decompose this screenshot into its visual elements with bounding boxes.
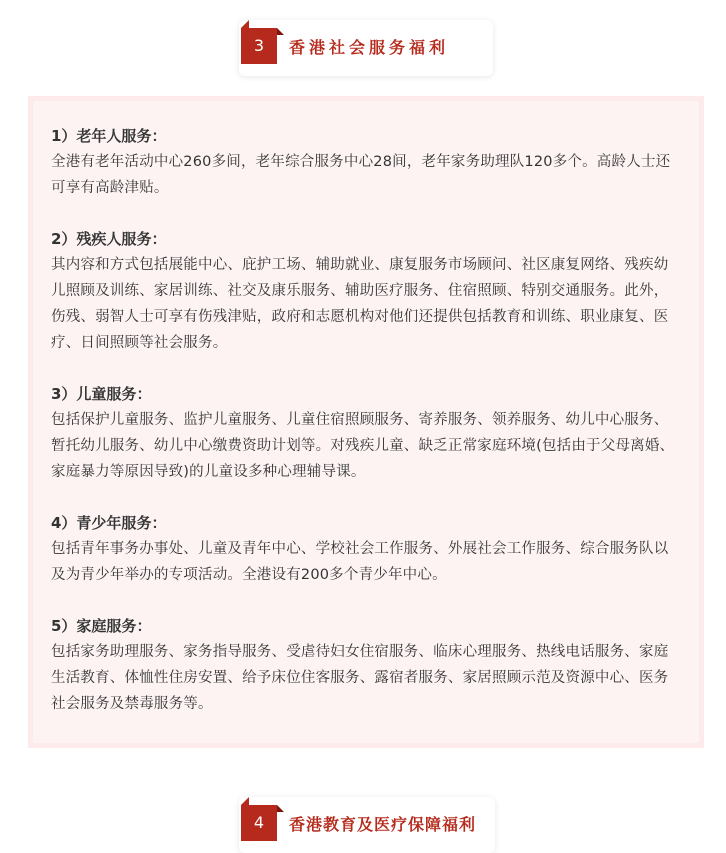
section-number-badge: 4 — [241, 805, 277, 841]
block-text: 包括保护儿童服务、监护儿童服务、儿童住宿照顾服务、寄养服务、领养服务、幼儿中心服务、暂托幼儿服务、幼儿中心缴费资助计划等。对残疾儿童、缺乏正常家庭环境(包括由于父母离婚、家庭暴力等原因导致)的儿童设多种心理辅导课。 — [51, 412, 675, 480]
block-text: 包括青年事务办事处、儿童及青年中心、学校社会工作服务、外展社会工作服务、综合服务队以及为青少年举办的专项活动。全港设有200多个青少年中心。 — [51, 541, 669, 583]
section-title: 香港教育及医疗保障福利 — [289, 815, 477, 834]
section-header-4 — [239, 797, 495, 853]
content-box — [28, 96, 704, 748]
block-title: 3）儿童服务： — [51, 385, 152, 403]
block-title: 1）老年人服务： — [51, 127, 167, 145]
section-title: 香港社会服务福利 — [289, 38, 450, 57]
block-text: 其内容和方式包括展能中心、庇护工场、辅助就业、康复服务市场顾问、社区康复网络、残疾幼儿照顾及训练、家居训练、社交及康乐服务、辅助医疗服务、住宿照顾、特别交通服务。此外，伤残、弱智人士可享有伤残津贴，政府和志愿机构对他们还提供包括教育和训练、职业康复、医疗、日间照顾等社会服务。 — [51, 257, 669, 351]
section-block-elderly — [51, 123, 681, 201]
section-block-youth — [51, 510, 681, 588]
section-block-children — [51, 381, 681, 485]
block-title: 4）青少年服务： — [51, 514, 167, 532]
section-block-disabled — [51, 226, 681, 356]
block-text: 包括家务助理服务、家务指导服务、受虐待妇女住宿服务、临床心理服务、热线电话服务、家庭生活教育、体恤性住房安置、给予床位住客服务、露宿者服务、家居照顾示范及资源中心、医务社会服务及禁毒服务等。 — [51, 644, 669, 712]
section-number-badge: 3 — [241, 28, 277, 64]
block-title: 5）家庭服务： — [51, 617, 152, 635]
content-inner — [33, 101, 699, 743]
block-title: 2）残疾人服务： — [51, 230, 167, 248]
section-block-family — [51, 613, 681, 717]
block-text: 全港有老年活动中心260多间，老年综合服务中心28间，老年家务助理队120多个。高龄人士还可享有高龄津贴。 — [51, 154, 671, 196]
section-header-3 — [239, 20, 493, 76]
